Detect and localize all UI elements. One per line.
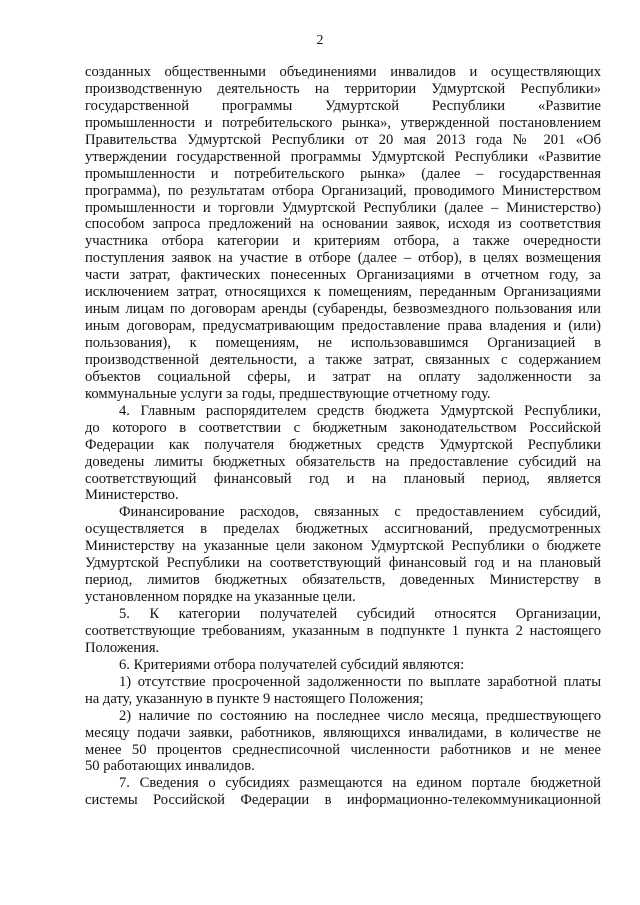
text-line: объектов социальной сферы, и затрат на оплату задолженности за bbox=[85, 368, 601, 385]
text-line: системы Российской Федерации в информационно-телекоммуникационной bbox=[85, 792, 601, 809]
text-line: Удмуртской Республики на соответствующий финансовый год и на плановый bbox=[85, 555, 601, 572]
text-line: осуществляется в пределах бюджетных ассигнований, предусмотренных bbox=[85, 521, 601, 538]
text-line: 50 работающих инвалидов. bbox=[85, 758, 255, 775]
text-line: на дату, указанную в пункте 9 настоящего Положения; bbox=[85, 690, 424, 707]
text-line: соответствующие требованиям, указанным в подпункте 1 пункта 2 настоящего bbox=[85, 622, 601, 639]
text-line: 7. Сведения о субсидиях размещаются на едином портале бюджетной bbox=[119, 775, 601, 792]
text-line: Правительства Удмуртской Республики от 20 мая 2013 года № 201 «Об bbox=[85, 131, 601, 148]
text-line: утверждении государственной программы Удмуртской Республики «Развитие bbox=[85, 148, 601, 165]
text-line: иным договорам, предусматривающим предоставление права владения и (или) bbox=[85, 318, 601, 335]
text-line: производственной деятельности, а также затрат, связанных с содержанием bbox=[85, 351, 601, 368]
page-number: 2 bbox=[316, 33, 324, 48]
text-line: иным лицам по договорам аренды (субаренды, безвозмездного пользования или bbox=[85, 301, 601, 318]
text-line: Федерации как получателя бюджетных средств Удмуртской Республики bbox=[85, 436, 601, 453]
text-line: доведены лимиты бюджетных обязательств на предоставление субсидий на bbox=[85, 453, 601, 470]
text-line: до которого в соответствии с бюджетным законодательством Российской bbox=[85, 419, 601, 436]
text-line: коммунальные услуги за годы, предшествующие отчетному году. bbox=[85, 385, 491, 402]
body-text bbox=[85, 64, 601, 809]
text-line: Положения. bbox=[85, 639, 160, 656]
text-line: промышленности и потребительского рынка» (далее – государственная bbox=[85, 165, 601, 182]
text-line: 1) отсутствие просроченной задолженности по выплате заработной платы bbox=[119, 673, 601, 690]
text-line: поступления заявок на участие в отборе (далее – отбор), в целях возмещения bbox=[85, 250, 601, 267]
text-line: созданных общественными объединениями инвалидов и осуществляющих bbox=[85, 64, 601, 80]
text-line: соответствующий финансовый год и на плановый период, является bbox=[85, 470, 601, 487]
text-line: производственную деятельность на территории Удмуртской Республики» bbox=[85, 80, 601, 97]
text-line: 5. К категории получателей субсидий относятся Организации, bbox=[119, 606, 601, 622]
text-line: 6. Критериями отбора получателей субсидий являются: bbox=[119, 656, 465, 673]
text-line: исключением затрат, относящихся к помещениям, переданным Организациями bbox=[85, 284, 601, 301]
text-line: промышленности и торговли Удмуртской Республики (далее – Министерство) bbox=[85, 199, 601, 216]
text-line: менее 50 процентов среднесписочной численности работников и не менее bbox=[85, 741, 601, 758]
text-line: Министерство. bbox=[85, 487, 179, 504]
text-line: участника отбора категории и критериям отбора, а также очередности bbox=[85, 233, 601, 250]
text-line: месяцу подачи заявки, работников, являющихся инвалидами, в количестве не bbox=[85, 724, 601, 741]
text-line: 2) наличие по состоянию на последнее число месяца, предшествующего bbox=[119, 707, 601, 724]
text-line: государственной программы Удмуртской Республики «Развитие bbox=[85, 97, 601, 114]
text-line: промышленности и потребительского рынка», утвержденной постановлением bbox=[85, 114, 601, 131]
text-line: способом запроса предложений на основании заявок, исходя из соответствия bbox=[85, 216, 601, 233]
text-line: установленном порядке на указанные цели. bbox=[85, 589, 356, 606]
text-line: 4. Главным распорядителем средств бюджета Удмуртской Республики, bbox=[119, 402, 601, 419]
text-line: период, лимитов бюджетных обязательств, доведенных Министерству в bbox=[85, 572, 601, 589]
text-line: Финансирование расходов, связанных с предоставлением субсидий, bbox=[119, 504, 601, 521]
text-line: части затрат, фактических понесенных Организациями в отчетном году, за bbox=[85, 267, 601, 284]
text-line: пользования), к помещениям, не использовавшимся Организацией в bbox=[85, 335, 601, 351]
text-line: программа), по результатам отбора Организаций, проводимого Министерством bbox=[85, 182, 601, 199]
text-line: Министерству на указанные цели законом Удмуртской Республики о бюджете bbox=[85, 538, 601, 555]
